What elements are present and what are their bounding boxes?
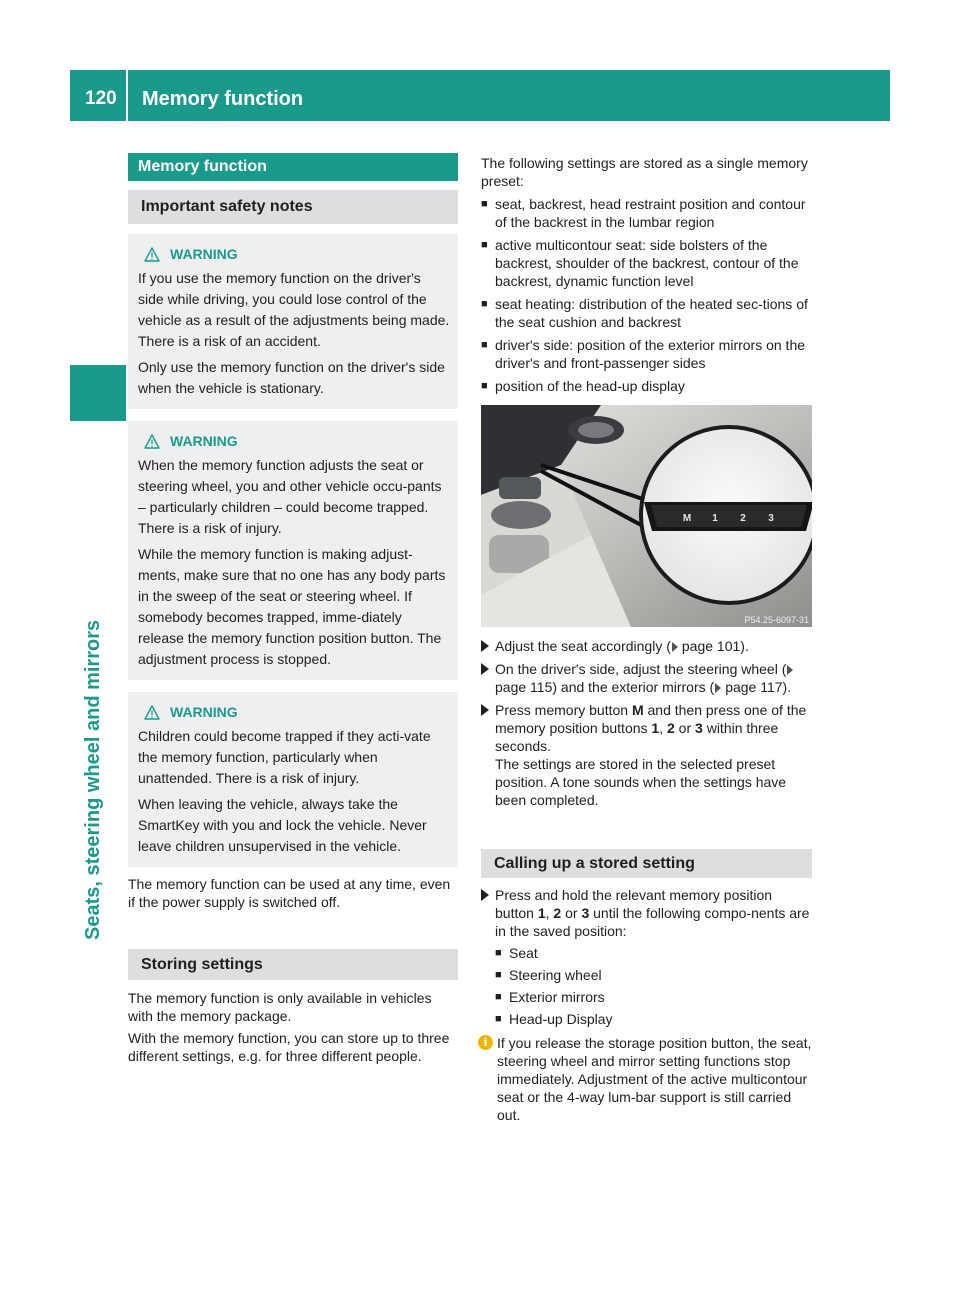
list-item: ■ Head-up Display [495,1011,613,1027]
warning-box-2 [128,421,458,680]
page-number: 120 [85,88,117,109]
info-note [481,1034,812,1124]
warning-text: Only use the memory function on the driver's side when the vehicle is stationary. [138,359,445,396]
intro-text: The memory function can be used at any time, even if the power supply is switched off. [128,876,451,910]
preset-intro: The following settings are stored as a single memory preset: [481,155,808,189]
step-arrow-icon [481,640,489,652]
info-icon: i [478,1035,493,1050]
warning-text: While the memory function is making adjust-ments, make sure that no one has any body parts in the sweep of the seat or steering wheel. If somebody becomes trapped, imme-diately release the memory function position button. The adjustment process is stopped. [138,546,446,667]
step-arrow-icon [481,889,489,901]
header-divider [126,70,128,121]
bullet-icon: ■ [495,947,502,959]
bullet-icon: ■ [481,298,488,310]
bullet-icon: ■ [481,198,488,210]
step-arrow-icon [481,663,489,675]
warning-title [138,244,450,264]
bullet-icon: ■ [481,380,488,392]
step-adjust-seat: Adjust the seat accordingly ( page 101). [481,637,812,655]
side-tab-marker [70,365,126,421]
bullet-icon: ■ [495,991,502,1003]
warning-text: When the memory function adjusts the seat or steering wheel, you and other vehicle occu-pants – particularly children – could become trapped. There is a risk of injury. [138,457,442,536]
page-reference-link[interactable]: page 101 [681,638,741,654]
page-reference-link[interactable]: page 115 [495,679,553,695]
list-item: ■ Seat [495,945,538,961]
storing-text: The memory function is only available in vehicles with the memory package. [128,990,432,1024]
page-reference-icon [787,665,793,675]
list-item: ■ position of the head-up display [481,378,685,394]
warning-text: When leaving the vehicle, always take the SmartKey with you and lock the vehicle. Never leave children unsupervised in the vehicle. [138,796,427,854]
step-result: The settings are stored in the selected preset position. A tone sounds when the settings have been completed. [495,756,787,808]
memory-button-3: 3 [768,513,774,524]
side-tab-text: Seats, steering wheel and mirrors [82,619,104,940]
list-item: ■ active multicontour seat: side bolsters of the backrest, shoulder of the backrest, contour of the backrest, dynamic function level [481,237,799,289]
memory-button-1: 1 [712,513,718,524]
warning-title [138,431,450,451]
warning-label: WARNING [170,432,238,449]
warning-box-1 [128,234,458,409]
bullet-icon: ■ [481,339,488,351]
warning-triangle-icon [144,705,160,720]
page-reference-link[interactable]: page 117 [725,679,783,695]
warning-triangle-icon [144,247,160,262]
warning-label: WARNING [170,703,238,720]
warning-triangle-icon [144,434,160,449]
warning-text: If you use the memory function on the driver's side while driving, you could lose control of the vehicle as a result of the adjustments being made. There is a risk of an accident. [138,270,450,349]
step-press-memory-button: Press memory button M and then press one of the memory position buttons 1, 2 or 3 within three seconds. The settings are stored in the selected preset position. A tone sounds when the settings have been completed. [481,701,812,809]
bullet-icon: ■ [481,239,488,251]
photo-code: P54.25-6097-31 [744,615,809,625]
header-title: Memory function [142,88,304,110]
bullet-icon: ■ [495,969,502,981]
list-item: ■ Exterior mirrors [495,989,605,1005]
sub-heading-calling-up: Calling up a stored setting [481,849,812,878]
step-arrow-icon [481,704,489,716]
warning-text: Children could become trapped if they acti-vate the memory function, particularly when unattended. There is a risk of injury. [138,728,431,786]
memory-button-2: 2 [740,513,746,524]
info-text: If you release the storage position button, the seat, steering wheel and mirror setting functions stop immediately. Adjustment of the active multicontour seat or the 4-way lum-bar support is still carried out. [497,1035,812,1123]
section-heading-memory-function: Memory function [128,153,458,181]
left-column [128,153,458,1065]
list-item: ■ driver's side: position of the exterior mirrors on the driver's and front-passenger sides [481,337,806,371]
step-adjust-steering-wheel: On the driver's side, adjust the steering wheel (page 115) and the exterior mirrors ( page 117). [481,660,812,696]
right-column [481,153,812,1124]
bullet-icon: ■ [495,1013,502,1025]
warning-label: WARNING [170,245,238,262]
page-reference-icon [715,683,721,693]
storing-text: With the memory function, you can store up to three different settings, e.g. for three different people. [128,1030,450,1064]
door-memory-buttons-photo [481,405,812,627]
step-press-and-hold: Press and hold the relevant memory position button 1, 2 or 3 until the following compo-nents are in the saved position: [481,886,812,940]
list-item: ■ Steering wheel [495,967,602,983]
component-list [481,944,812,1028]
list-item: ■ seat heating: distribution of the heated sec-tions of the seat cushion and backrest [481,296,808,330]
sub-heading-storing-settings: Storing settings [128,949,458,980]
warning-box-3 [128,692,458,867]
warning-title [138,702,450,722]
sub-heading-safety-notes: Important safety notes [128,190,458,224]
memory-button-m: M [682,513,692,524]
page-reference-icon [672,642,678,652]
preset-list [481,195,812,395]
door-panel-illustration [481,405,812,627]
list-item: ■ seat, backrest, head restraint position and contour of the backrest in the lumbar region [481,196,806,230]
